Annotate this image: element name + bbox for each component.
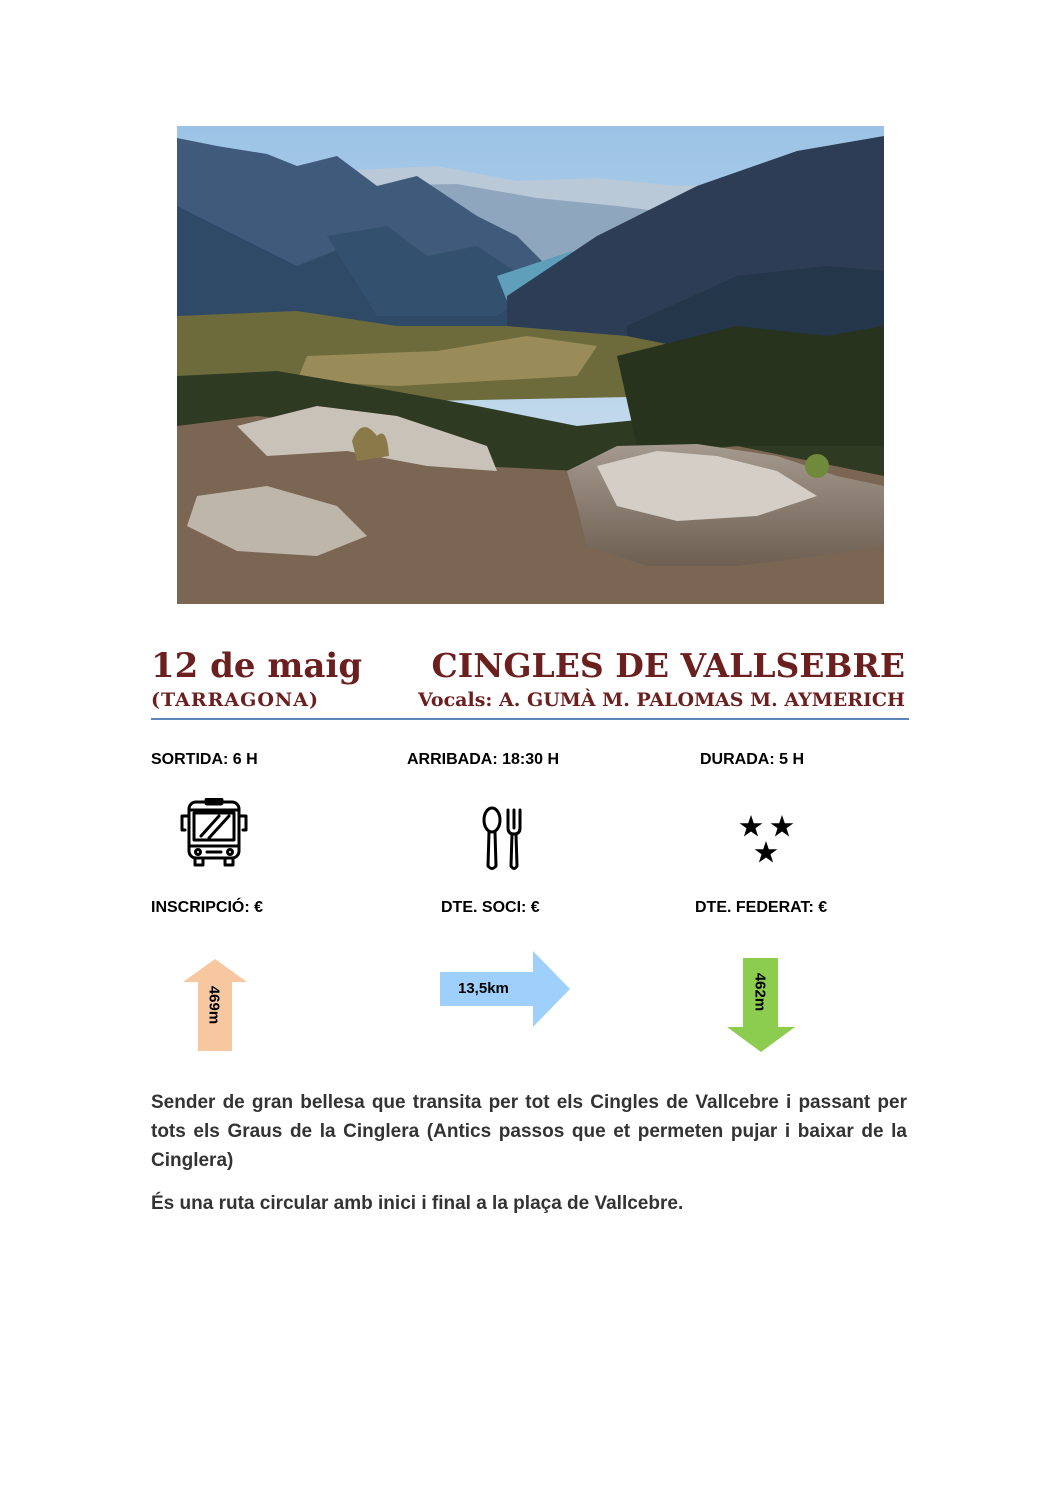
route-description — [151, 1088, 907, 1232]
event-region: (TARRAGONA) — [151, 689, 320, 711]
distance-value: 13,5km — [458, 980, 509, 997]
duration: DURADA: 5 H — [700, 751, 804, 768]
departure-time: SORTIDA: 6 H — [151, 751, 258, 768]
three-stars-icon — [738, 813, 796, 869]
member-discount: DTE. SOCI: € — [441, 899, 540, 916]
spoon-fork-icon — [480, 806, 526, 872]
federated-discount: DTE. FEDERAT: € — [695, 899, 828, 916]
ascent-value: 469m — [205, 985, 223, 1025]
registration-price: INSCRIPCIÓ: € — [151, 899, 264, 916]
descent-value: 462m — [751, 972, 769, 1012]
event-date: 12 de maig — [151, 646, 363, 686]
event-title: CINGLES DE VALLSEBRE — [431, 646, 905, 685]
description-paragraph: Sender de gran bellesa que transita per tot els Cingles de Vallcebre i passant per tots els Graus de la Cinglera (Antics passos que et permeten pujar i baixar de la Cinglera) — [151, 1092, 907, 1171]
description-paragraph: És una ruta circular amb inici i final a la plaça de Vallcebre. — [151, 1193, 684, 1214]
header-divider — [151, 718, 909, 720]
event-vocals: Vocals: A. GUMÀ M. PALOMAS M. AYMERICH — [417, 689, 905, 711]
bus-icon — [179, 798, 249, 868]
landscape-photo — [177, 126, 884, 604]
arrival-time: ARRIBADA: 18:30 H — [407, 751, 560, 768]
ascent-value-wrap — [198, 975, 230, 1035]
descent-value-wrap — [744, 962, 776, 1022]
